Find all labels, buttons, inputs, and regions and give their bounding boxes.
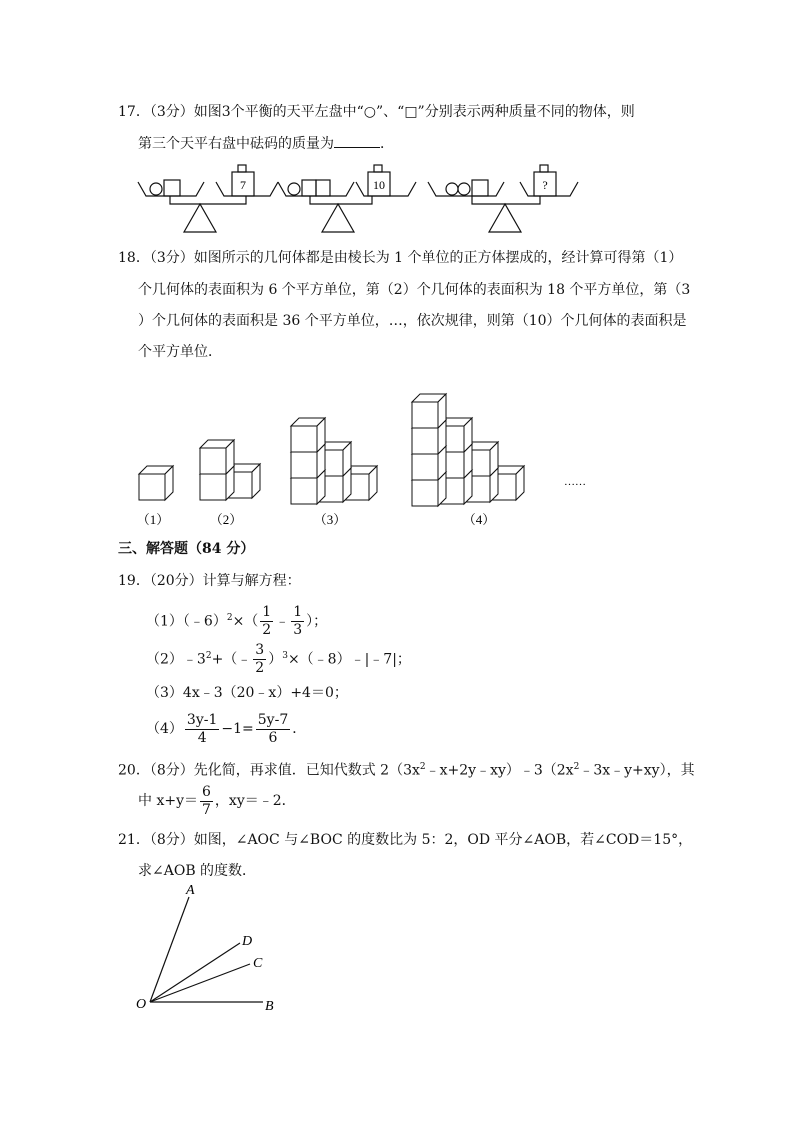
balance1-weight-label: 7 — [240, 178, 246, 192]
cube-fig4-c0-r3 — [412, 394, 446, 428]
ray-oa — [150, 897, 189, 1002]
q20-frac — [200, 784, 213, 819]
q21-line2: 求∠AOB 的度数． — [138, 863, 257, 879]
q19-p2-end: ×（﹣8）﹣|﹣7|； — [287, 651, 411, 668]
q19-p1-label: （1）（﹣6） — [146, 613, 227, 630]
q17-line2 — [138, 133, 394, 154]
q18-line2: 个几何体的表面积为 6 个平方单位，第（2）个几何体的表面积为 18 个平方单位，第（3 — [138, 282, 691, 298]
section-title: 三、解答题（84 分） — [118, 541, 255, 557]
frac-den: 6 — [268, 729, 278, 746]
q19-part3: （3）4x﹣3（20﹣x）+4＝0； — [146, 685, 348, 701]
frac-num: 1 — [293, 604, 303, 621]
cube-fig2-c0-r1 — [200, 440, 234, 474]
frac-num: 5y-7 — [257, 711, 289, 728]
q19-p1-frac2 — [291, 604, 304, 639]
q20-cond-b: ，xy＝﹣2． — [214, 793, 296, 809]
q19-p4-label: （4） — [146, 721, 183, 737]
q20-exp2: 2 — [573, 762, 580, 772]
q20-cond-a: 中 x+y＝ — [138, 793, 198, 809]
cube-label-1: （1） — [136, 512, 170, 527]
frac-den: 3 — [293, 622, 303, 639]
q19-p2-plus: +（﹣ — [211, 651, 252, 668]
frac-den: 2 — [255, 660, 265, 677]
q18-line3: ）个几何体的表面积是 36 个平方单位，…，依次规律，则第（10）个几何体的表面积是 — [138, 313, 687, 329]
point-c-label: C — [253, 956, 263, 971]
q19-p1-times: ×（ — [232, 613, 259, 630]
balance3-circle-2 — [458, 183, 470, 195]
frac-num: 1 — [262, 604, 272, 621]
q20-line2 — [138, 781, 296, 821]
q19-p4-end: ． — [292, 721, 307, 737]
cube-label-3: （3） — [313, 512, 347, 527]
frac-den: 4 — [197, 729, 207, 746]
point-a-label: A — [186, 885, 195, 898]
frac-den: 7 — [202, 801, 211, 818]
cube-fig3-c0-r2 — [291, 418, 325, 452]
cube-label-4: （4） — [462, 512, 496, 527]
q19-part4 — [146, 709, 306, 749]
frac-num: 3 — [255, 642, 265, 659]
q19-p1-end: ）； — [306, 613, 328, 630]
q19-title: 19．（20分）计算与解方程： — [118, 573, 301, 589]
point-b-label: B — [265, 999, 274, 1014]
q21-line1: 21．（8分）如图，∠AOC 与∠BOC 的度数比为 5：2，OD 平分∠AOB，若∠COD＝15°， — [118, 832, 693, 848]
q19-p4-frac1 — [185, 712, 219, 747]
q19-p2-frac — [253, 642, 266, 677]
balance3-circle-1 — [446, 183, 458, 195]
balance2-weight-handle — [374, 165, 382, 172]
point-d-label: D — [242, 934, 253, 949]
balance1-left-pan — [138, 182, 204, 196]
q19-p2-exp2: 3 — [282, 651, 288, 661]
cube-figure — [0, 370, 794, 530]
q20-text-b: ﹣x+2y﹣xy）﹣3（2x — [425, 762, 574, 779]
balance2-right-pan — [356, 182, 416, 196]
balance3-beam — [472, 196, 540, 204]
cube-fig1-c0-r0 — [139, 466, 173, 500]
balance1-right-pan — [216, 182, 278, 196]
q19-p2-exp: 2 — [205, 651, 212, 661]
balance1-beam — [170, 196, 246, 204]
balance3-right-pan — [520, 182, 578, 196]
balance2-circle — [288, 183, 300, 195]
q17-line2-end: ． — [380, 136, 394, 152]
balance2-beam — [310, 196, 372, 204]
point-o-label: O — [136, 997, 147, 1012]
balance-figure — [0, 160, 794, 240]
angle-figure — [0, 885, 794, 1025]
q20-exp1: 2 — [419, 762, 426, 772]
balance3-fulcrum — [489, 204, 521, 232]
balance2-fulcrum — [322, 204, 354, 232]
q19-part2: $(2)﹣3^2+(﹣$ $\frac{3}{2}$ ）$^3$×（﹣8）﹣|﹣7|； — [146, 642, 411, 677]
q19-p1-frac1 — [260, 604, 273, 639]
q20-line1 — [118, 757, 695, 781]
cube-label-2: （2） — [209, 512, 243, 527]
frac-num: 3y-1 — [186, 711, 218, 728]
cube-ellipsis: …… — [564, 476, 586, 488]
balance2-square-2 — [316, 180, 330, 196]
q17-line1: 17．（3分）如图3个平衡的天平左盘中“○”、“□”分别表示两种质量不同的物体，则 — [118, 104, 635, 120]
frac-num: 6 — [202, 783, 211, 800]
balance3-weight-label: ? — [542, 178, 548, 192]
balance1-square — [164, 180, 180, 196]
q17-line2-text: 第三个天平右盘中砝码的质量为 — [138, 136, 334, 152]
balance2-weight-label: 10 — [373, 178, 385, 192]
balance1-fulcrum — [184, 204, 216, 232]
frac-den: 2 — [262, 622, 272, 639]
q19-p4-frac2 — [256, 712, 290, 747]
q19-p4-mid: −1= — [221, 721, 254, 737]
balance3-left-pan — [428, 182, 504, 196]
q20-text-a: 20．（8分）先化简，再求值．已知代数式 2（3x — [118, 762, 420, 779]
q19-p1-exp: 2 — [226, 613, 233, 623]
balance1-circle — [150, 183, 162, 195]
q18-line1: 18．（3分）如图所示的几何体都是由棱长为 1 个单位的正方体摆成的，经计算可得第（1） — [118, 250, 683, 266]
q17-answer-blank — [334, 133, 380, 148]
balance3-square — [472, 180, 488, 196]
q20-text-c: ﹣3x﹣y+xy），其 — [579, 762, 695, 779]
balance2-square-1 — [302, 180, 316, 196]
q19-p1-minus: ﹣ — [275, 613, 290, 630]
balance1-weight-handle — [238, 165, 246, 172]
q19-p2-label: （2）﹣3 — [146, 651, 206, 668]
q18-line4: 个平方单位． — [138, 344, 222, 360]
balance3-weight-handle — [540, 165, 548, 172]
